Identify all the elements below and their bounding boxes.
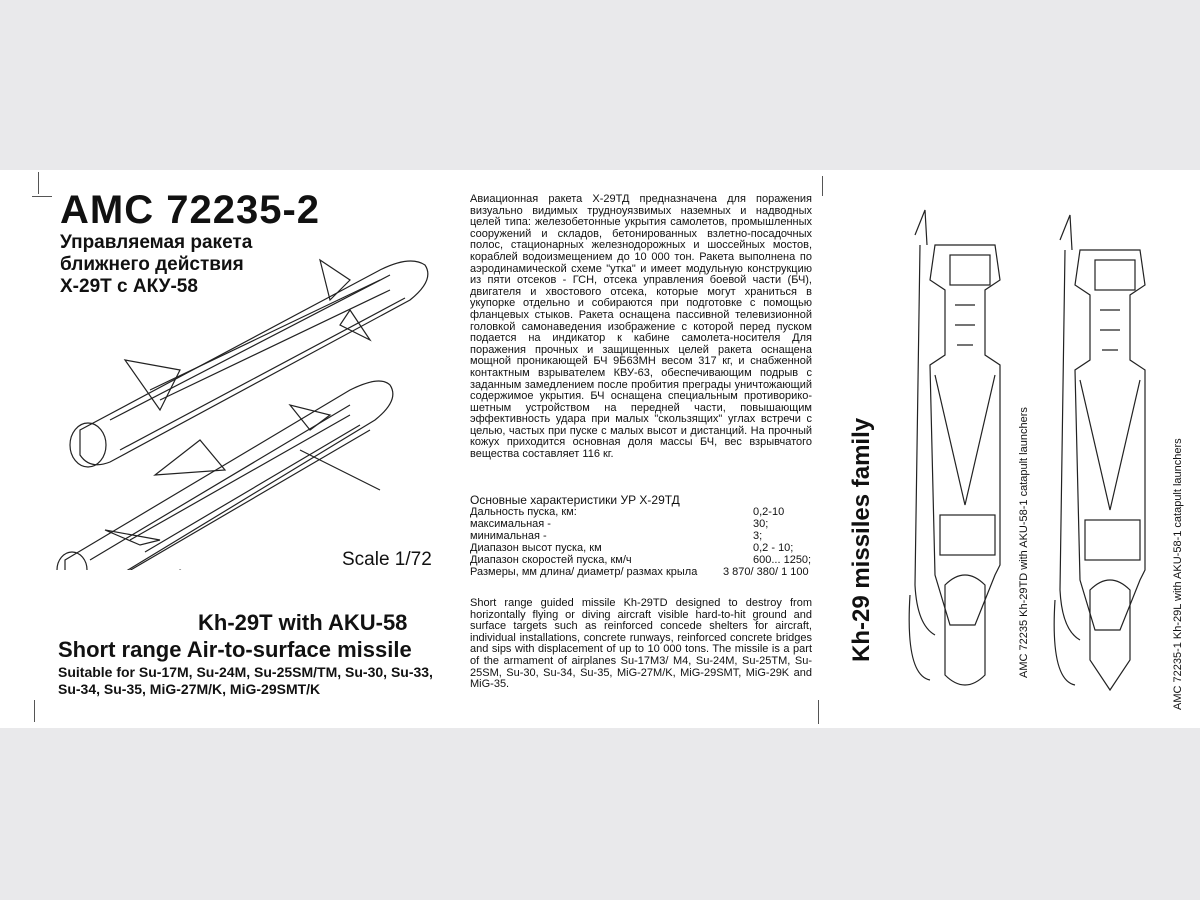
spec-value: 0,2 - 10; [753,542,794,554]
ru-subtitle-line: ближнего действия [60,254,244,275]
spec-label: Размеры, мм длина/ диаметр/ размах крыла [470,566,698,578]
caption-kh29l: AMC 72235-1 Kh-29L with AKU-58-1 catapult launchers [1172,438,1184,710]
crop-mark [818,700,819,724]
ru-subtitle-line: Х-29Т с АКУ-58 [60,276,198,297]
scale-label: Scale 1/72 [342,549,432,570]
spec-row [470,518,815,530]
spec-row [470,566,815,578]
english-name: Kh-29T with AKU-58 [198,610,408,635]
english-subtitle: Short range Air-to-surface missile [58,637,412,662]
missile-lower [57,381,393,570]
spec-row [470,506,815,518]
missile-upper [70,260,428,475]
spec-value: 600... 1250; [753,554,812,566]
spec-label: Диапазон скоростей пуска, км/ч [470,554,632,566]
spec-row [470,554,815,566]
spec-label: минимальная - [470,530,547,542]
ru-description: Авиационная ракета Х-29ТД предназначена для поражения визуально видимых трудноуязвимых наземных и надводных целей типа: железобетонные укрытия самолетов, промышленных сооружений и складов, бетонированных взлетно-посадочных полос, стационарных железнодорожных и шоссейных мостов, кораблей водоизмещением до 10 000 тон. Ракета выполнена по аэродинамической схеме "утка" и имеет модульную конструкцию из пяти отсеков - ГСН, отсека управления боевой части (БЧ), двигателя и хвостового отсека, которые могут храниться в укупорке отдельно и собираются при подготовке с помощью фланцевых стыков. Ракета оснащена пассивной телевизионной головкой самонаведения изображение с которой перед пуском подается на индикатор к кабине самолета-носителя Для поражения прочных и защищенных целей ракета оснащена мощной проникающей БЧ 9Б63МН весом 317 кг, и снабженной контактным взрывателем КВУ-63, обеспечивающим подрыв с заданным замедлением после пробития преграды уничтожающий содержимое укрытия. БЧ оснащена специальным противорико-шетным устройством на передней части, повышающим эффективность удара при малых "скользящих" углах встречи с целью, частых при пуске с малых высот и дистанций. На прочный кожух приходится основная доля массы БЧ, вес взрывчатого вещества составляет 116 кг. [470,193,812,461]
spec-row [470,542,815,554]
spec-label: максимальная - [470,518,551,530]
missile-drawing [50,240,430,570]
crop-mark [38,172,39,194]
spec-value: 0,2-10 [753,506,785,518]
family-title: Kh-29 missiles family [848,417,875,662]
spec-label: Дальность пуска, км: [470,506,577,518]
spec-value: 3 870/ 380/ 1 100 [723,566,809,578]
spec-row [470,530,815,542]
caption-kh29td: AMC 72235 Kh-29TD with AKU-58-1 catapult launchers [1018,407,1030,678]
spec-value: 3; [753,530,763,542]
ru-subtitle-line: Управляемая ракета [60,232,253,253]
spec-value: 30; [753,518,769,530]
product-code: AMC 72235-2 [60,188,321,232]
launcher-drawing-kh29td [905,205,1015,695]
specs-title: Основные характеристики УР Х-29ТД [470,493,680,507]
crop-mark [34,700,35,722]
specs-table [470,506,815,578]
launcher-drawing-kh29l [1050,210,1160,700]
en-description: Short range guided missile Kh-29TD designed to destroy from horizontally flying or diving aircraft visible hard-to-hit ground and surface targets such as reinforced concede shelters for aircraft, individual installations, concrete runways, reinforced concrete bridges and sips with displacement of up to 10 000 tons. The missile is a part of the armament of airplanes Su-17M3/ M4, Su-24M, Su-25TM, Su-25SM, Su-30, Su-34, Su-35, MiG-27M/K, MiG-29SMT, MiG-29K and MiG-35. [470,597,812,691]
crop-mark [822,176,823,196]
crop-mark [32,196,52,197]
suitable-aircraft: Suitable for Su-17M, Su-24M, Su-25SM/TM, Su-30, Su-33, Su-34, Su-35, MiG-27M/K, MiG-29SMT/K [58,664,433,697]
spec-label: Диапазон высот пуска, км [470,542,602,554]
